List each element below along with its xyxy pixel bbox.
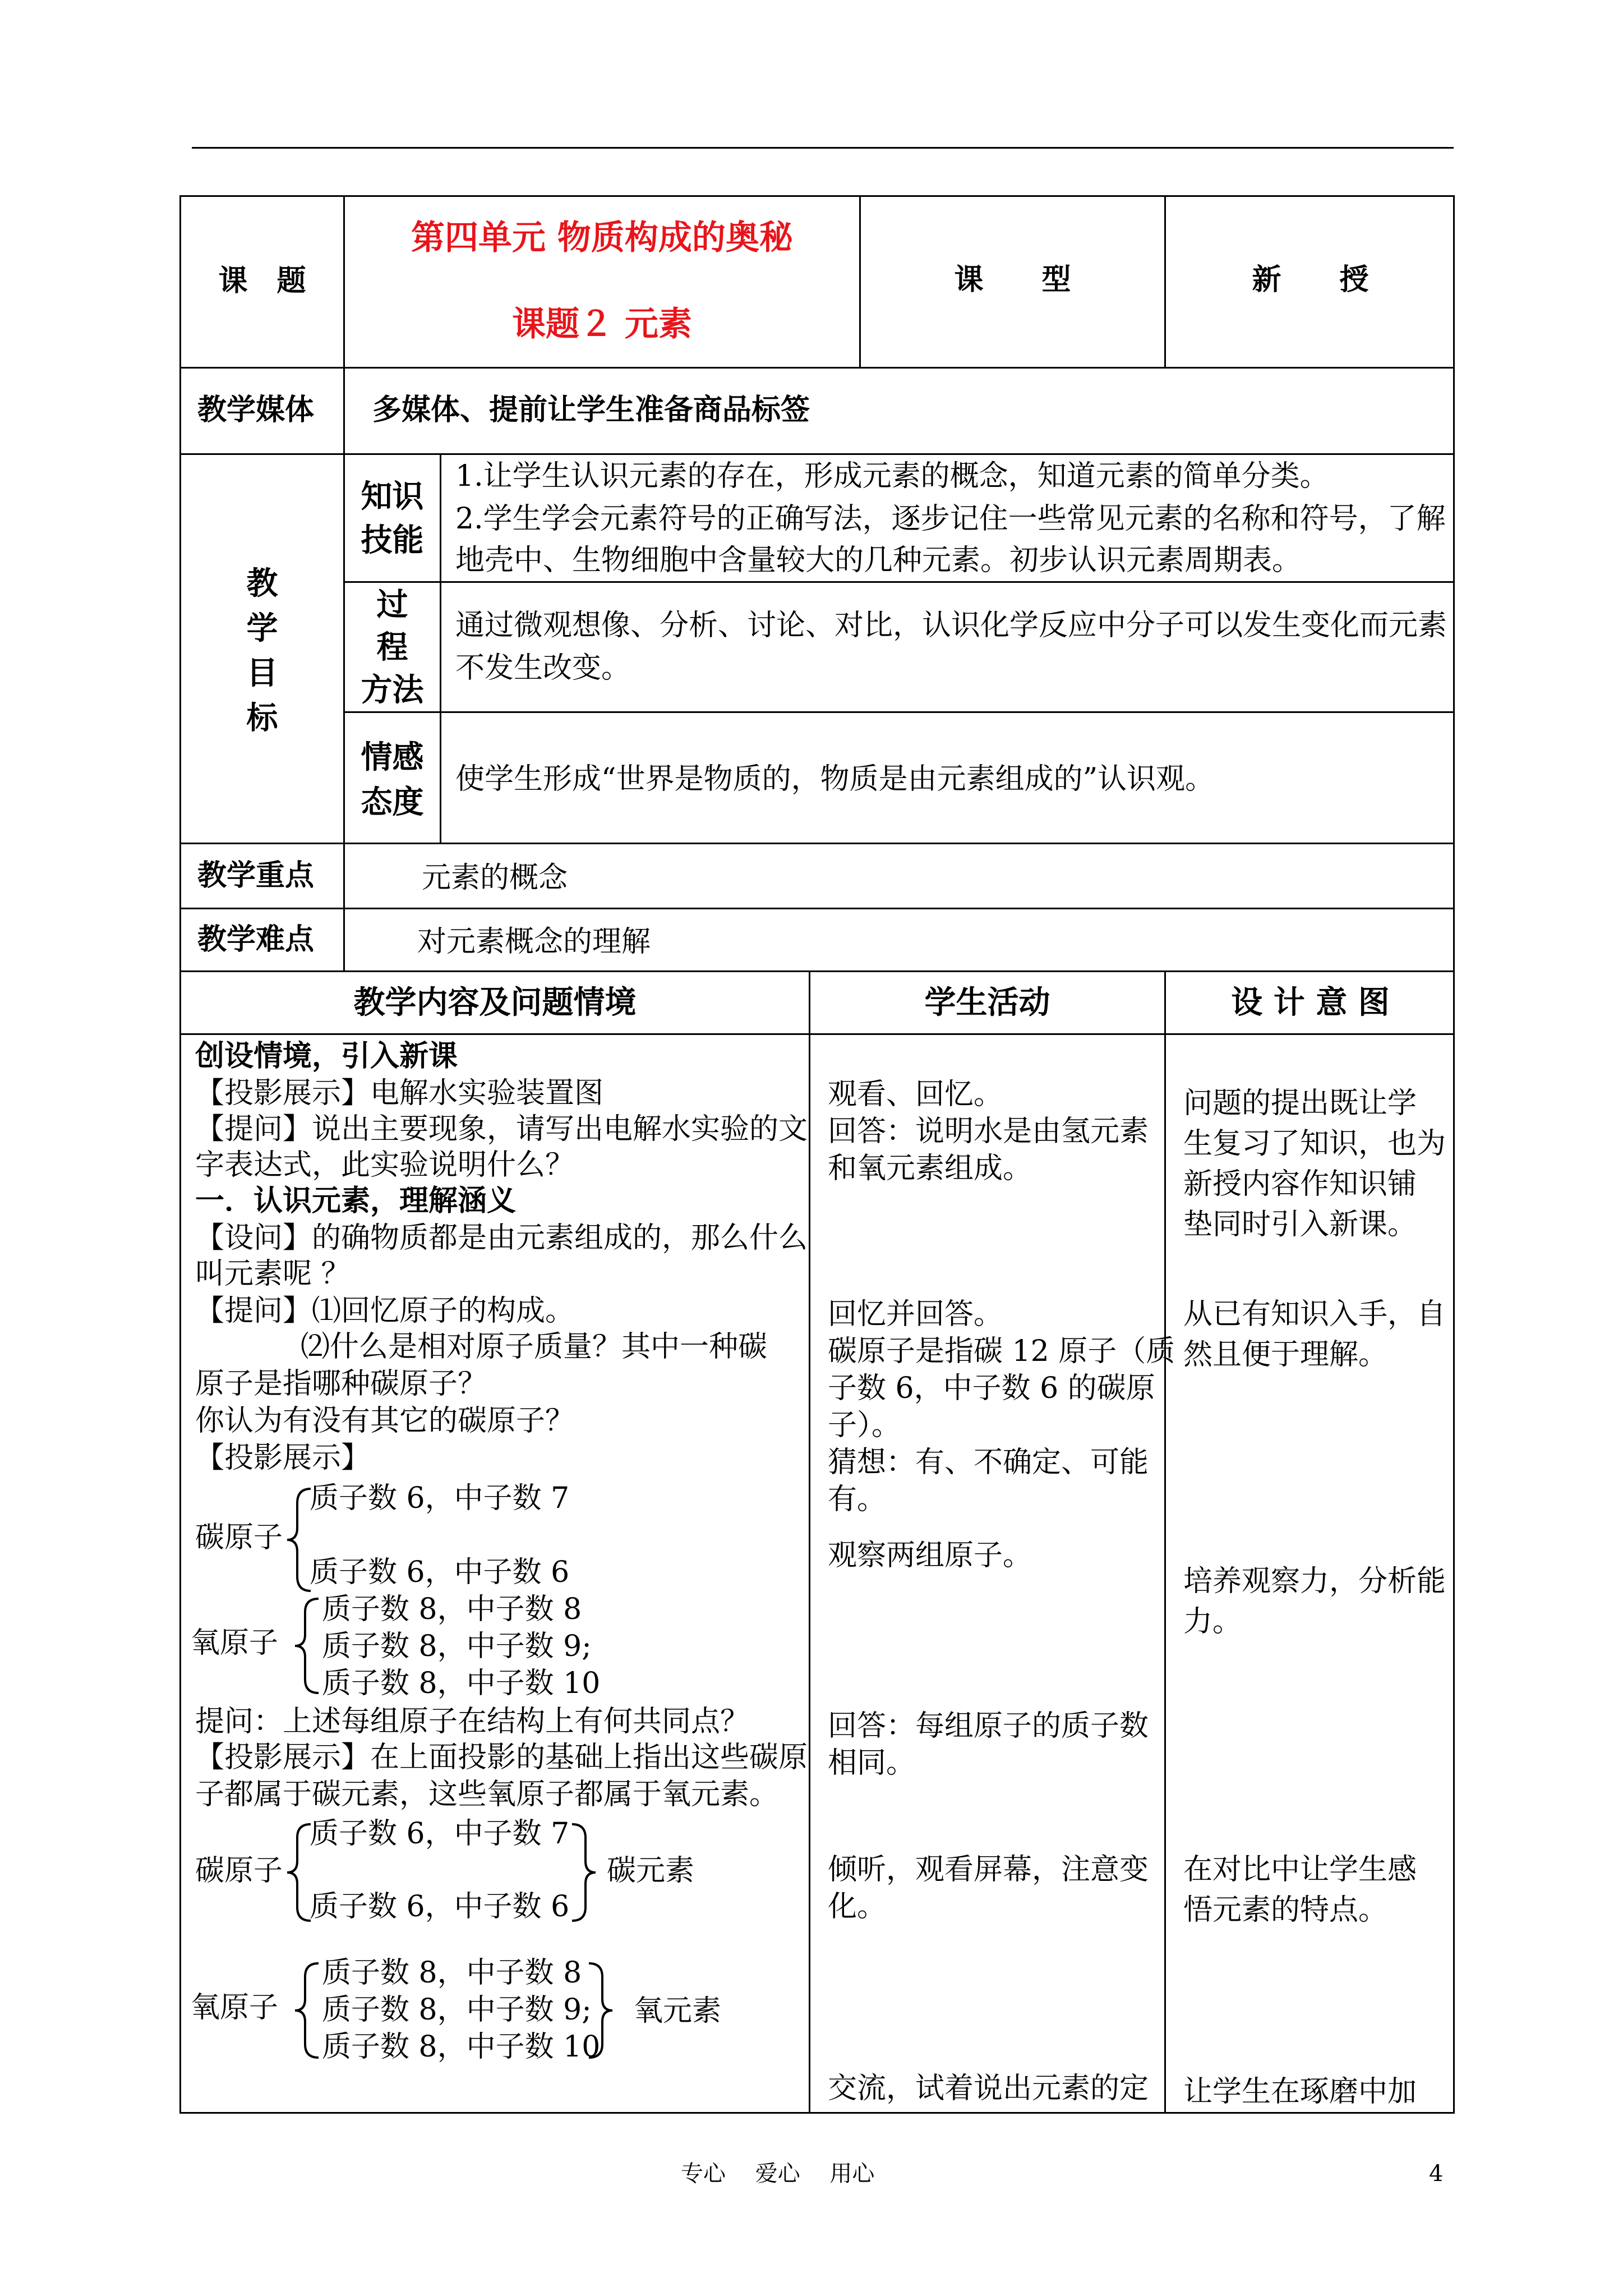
activity-line: 相同。 (828, 1746, 916, 1780)
row-divider (179, 970, 1455, 972)
activity-line: 子）。 (828, 1409, 901, 1442)
activity-line: 回忆并回答。 (828, 1297, 1003, 1331)
right-brace-icon (585, 1961, 615, 2060)
intent-line: 生复习了知识，也为 (1183, 1127, 1446, 1161)
oxygen-atom-1: 质子数 8，中子数 8 (322, 1593, 582, 1626)
intent-line: 悟元素的特点。 (1183, 1893, 1388, 1927)
content-line: 你认为有没有其它的碳原子？ (195, 1404, 575, 1438)
process-label-2: 程 (376, 629, 408, 666)
intent-line: 让学生在琢磨中加 (1183, 2075, 1417, 2109)
intent-line: 新授内容作知识铺 (1183, 1167, 1417, 1201)
footer-motto: 专心 爱心 用心 (681, 2161, 875, 2187)
activity-line: 观看、回忆。 (828, 1078, 1003, 1111)
intent-line: 力。 (1183, 1605, 1242, 1639)
type-label: 课 型 (954, 263, 1071, 297)
oxygen-atom-1: 质子数 8，中子数 8 (322, 1956, 582, 1990)
row-divider (179, 908, 1455, 909)
content-line: 子都属于碳元素，这些氧原子都属于氧元素。 (195, 1778, 779, 1811)
emotion-label-1: 情感 (361, 739, 424, 776)
content-line: 叫元素呢 ？ (195, 1257, 351, 1291)
row-divider (179, 453, 1455, 455)
activity-line: 回答：每组原子的质子数 (828, 1709, 1149, 1743)
content-line: 提问：上述每组原子在结构上有何共同点？ (195, 1705, 750, 1738)
carbon-element: 碳元素 (607, 1854, 695, 1888)
oxygen-atom-3: 质子数 8，中子数 10 (322, 1667, 601, 1700)
oxygen-atom-label: 氧原子 (191, 1991, 279, 2024)
knowledge-label-2: 技能 (361, 522, 424, 559)
content-line: 字表达式，此实验说明什么？ (195, 1148, 575, 1182)
column-header-intent: 设 计 意 图 (1231, 984, 1390, 1021)
row-divider (179, 1033, 1455, 1035)
col-divider (1164, 970, 1166, 2114)
content-line: 原子是指哪种碳原子？ (195, 1367, 487, 1401)
objectives-label-3: 目 (246, 655, 278, 692)
title-label: 课 题 (218, 264, 306, 298)
carbon-atom-label: 碳原子 (195, 1854, 283, 1888)
content-line: 【设问】的确物质都是由元素组成的，那么什么 (195, 1221, 808, 1255)
carbon-atom-2: 质子数 6，中子数 6 (310, 1890, 570, 1924)
activity-line: 化。 (828, 1890, 887, 1924)
process-line-1: 通过微观想像、分析、讨论、对比，认识化学反应中分子可以发生变化而元素 (455, 609, 1447, 642)
difficulty-label: 教学难点 (197, 922, 315, 956)
activity-line: 回答：说明水是由氢元素 (828, 1115, 1149, 1148)
header-rule (192, 147, 1454, 149)
content-line: 【投影展示】电解水实验装置图 (195, 1076, 604, 1110)
activity-line: 交流，试着说出元素的定 (828, 2072, 1149, 2105)
lesson-title: 课题２ 元素 (512, 305, 692, 344)
column-header-activity: 学生活动 (924, 984, 1050, 1021)
row-divider (179, 843, 1455, 844)
knowledge-line-3: 地壳中、生物细胞中含量较大的几种元素。初步认识元素周期表。 (455, 544, 1302, 577)
row-divider (179, 367, 1455, 369)
activity-line: 子数 6，中子数 6 的碳原 (828, 1372, 1155, 1405)
content-line: 【投影展示】在上面投影的基础上指出这些碳原 (195, 1741, 808, 1774)
unit-title: 第四单元 物质构成的奥秘 (411, 218, 793, 257)
difficulty-value: 对元素概念的理解 (417, 925, 651, 959)
knowledge-label-1: 知识 (361, 478, 424, 515)
col-divider (440, 453, 441, 843)
content-line: 【提问】说出主要现象，请写出电解水实验的文 (195, 1112, 808, 1146)
oxygen-atom-2: 质子数 8，中子数 9; (322, 1630, 592, 1663)
carbon-atom-label: 碳原子 (195, 1521, 283, 1554)
knowledge-line-2: 2.学生学会元素符号的正确写法，逐步记住一些常见元素的名称和符号，了解 (455, 502, 1446, 536)
objectives-label-2: 学 (246, 610, 278, 647)
page-number: 4 (1429, 2161, 1444, 2187)
content-line: 创设情境，引入新课 (195, 1039, 458, 1073)
activity-line: 倾听，观看屏幕，注意变 (828, 1853, 1149, 1887)
key-point-label: 教学重点 (197, 858, 315, 892)
row-divider (343, 711, 1455, 713)
col-divider (809, 970, 810, 2114)
oxygen-atom-label: 氧原子 (191, 1626, 279, 1660)
carbon-atom-1: 质子数 6，中子数 7 (310, 1481, 570, 1515)
type-value: 新 授 (1252, 263, 1369, 297)
media-label: 教学媒体 (197, 393, 315, 427)
process-label-3: 方法 (361, 671, 424, 708)
knowledge-line-1: 1.让学生认识元素的存在，形成元素的概念，知道元素的简单分类。 (455, 459, 1329, 493)
process-label-1: 过 (376, 586, 408, 623)
emotion-label-2: 态度 (361, 784, 424, 821)
process-line-2: 不发生改变。 (455, 651, 631, 685)
oxygen-atom-3: 质子数 8，中子数 10 (322, 2030, 601, 2064)
oxygen-atom-2: 质子数 8，中子数 9; (322, 1993, 592, 2027)
key-point-value: 元素的概念 (422, 861, 568, 895)
activity-line: 有。 (828, 1483, 887, 1516)
left-brace-icon (293, 1961, 322, 2060)
right-brace-icon (569, 1822, 598, 1923)
intent-line: 在对比中让学生感 (1183, 1853, 1417, 1887)
oxygen-element: 氧元素 (634, 1994, 722, 2028)
col-divider (343, 843, 345, 970)
media-value: 多媒体、提前让学生准备商品标签 (372, 393, 810, 427)
intent-line: 垫同时引入新课。 (1183, 1208, 1417, 1241)
column-header-content: 教学内容及问题情境 (353, 984, 637, 1021)
carbon-atom-2: 质子数 6，中子数 6 (310, 1556, 570, 1589)
row-divider (343, 581, 1455, 583)
objectives-label-1: 教 (246, 565, 278, 602)
activity-line: 观察两组原子。 (828, 1539, 1032, 1572)
activity-line: 和氧元素组成。 (828, 1152, 1032, 1185)
content-line: 【提问】⑴回忆原子的构成。 (195, 1294, 575, 1328)
activity-line: 猜想：有、不确定、可能 (828, 1446, 1149, 1479)
intent-line: 然且便于理解。 (1183, 1338, 1388, 1372)
left-brace-icon (293, 1596, 322, 1695)
carbon-atom-1: 质子数 6，中子数 7 (310, 1817, 570, 1851)
intent-line: 培养观察力，分析能 (1183, 1565, 1446, 1598)
intent-line: 从已有知识入手，自 (1183, 1297, 1446, 1331)
intent-line: 问题的提出既让学 (1183, 1087, 1417, 1120)
activity-line: 碳原子是指碳 12 原子（质 (828, 1335, 1175, 1368)
content-line: 一．认识元素，理解涵义 (195, 1184, 517, 1218)
emotion-text: 使学生形成“世界是物质的，物质是由元素组成的”认识观。 (455, 762, 1215, 796)
content-line: ⑵什么是相对原子质量？其中一种碳 (301, 1330, 768, 1364)
content-line: 【投影展示】 (195, 1441, 371, 1475)
objectives-label-4: 标 (246, 700, 278, 737)
